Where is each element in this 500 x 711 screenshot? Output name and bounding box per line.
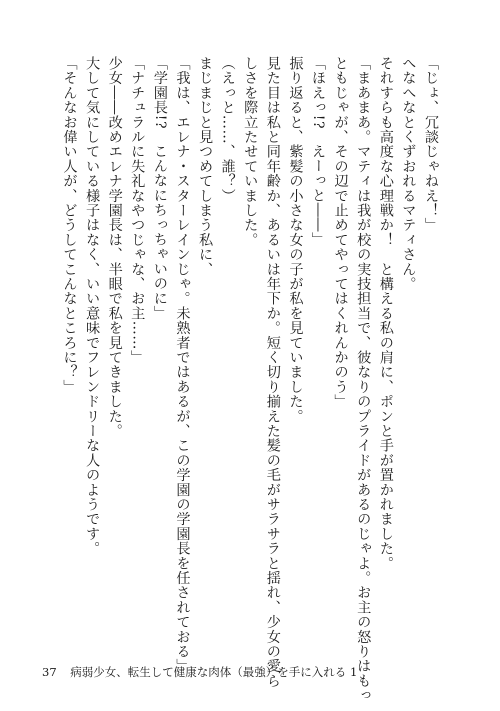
text-line: 「我は、エレナ・スターレインじゃ。未熟者ではあるが、この学園の学園長を任されておる」 — [174, 56, 191, 674]
text-line: 「そんなお偉い人が、どうしてこんなところに？」 — [61, 56, 78, 395]
text-line: ともじゃが、その辺で止めてやってはくれんかのう」 — [332, 56, 349, 409]
book-title: 病弱少女、転生して健康な肉体（最強）を手に入れる 1 — [70, 665, 358, 679]
text-line: 「ナチュラルに失礼なやつじゃな、お主……」 — [129, 56, 146, 365]
text-line: （えっと……、誰？） — [219, 56, 236, 203]
text-line: へなへなとくずおれるマティさん。 — [400, 56, 417, 292]
page-number: 37 — [42, 665, 57, 679]
text-line: 「じょ、冗談じゃねえ！」 — [423, 56, 439, 233]
text-line: まじまじと見つめてしまう私に、 — [197, 56, 214, 277]
text-line: 「まあまあ。マティは我が校の実技担当で、彼なりのプライドがあるのじゃよ。お主の怒りはもっ — [355, 56, 372, 703]
text-line: しさを際立たせていました。 — [242, 56, 259, 248]
text-line: 見た目は私と同年齢か、あるいは年下か。短く切り揃えた髪の毛がサラサラと揺れ、少女の愛ら — [264, 56, 281, 689]
text-line: 少女――改めエレナ学園長は、半眼で私を見てきました。 — [106, 56, 123, 439]
text-line: 振り返ると、紫髪の小さな女の子が私を見ていました。 — [287, 56, 304, 424]
text-line: 「学園長!? こんなにちっちゃいのに」 — [151, 56, 168, 321]
text-line: それすらも高度な心理戦か！ と構える私の肩に、ポンと手が置かれました。 — [377, 56, 394, 571]
page-footer — [42, 664, 357, 680]
text-line: 大して気にしている様子はなく、いい意味でフレンドリーな人のようです。 — [84, 56, 101, 556]
text-line: 「ほえっ!? えーっと――」 — [310, 56, 327, 247]
